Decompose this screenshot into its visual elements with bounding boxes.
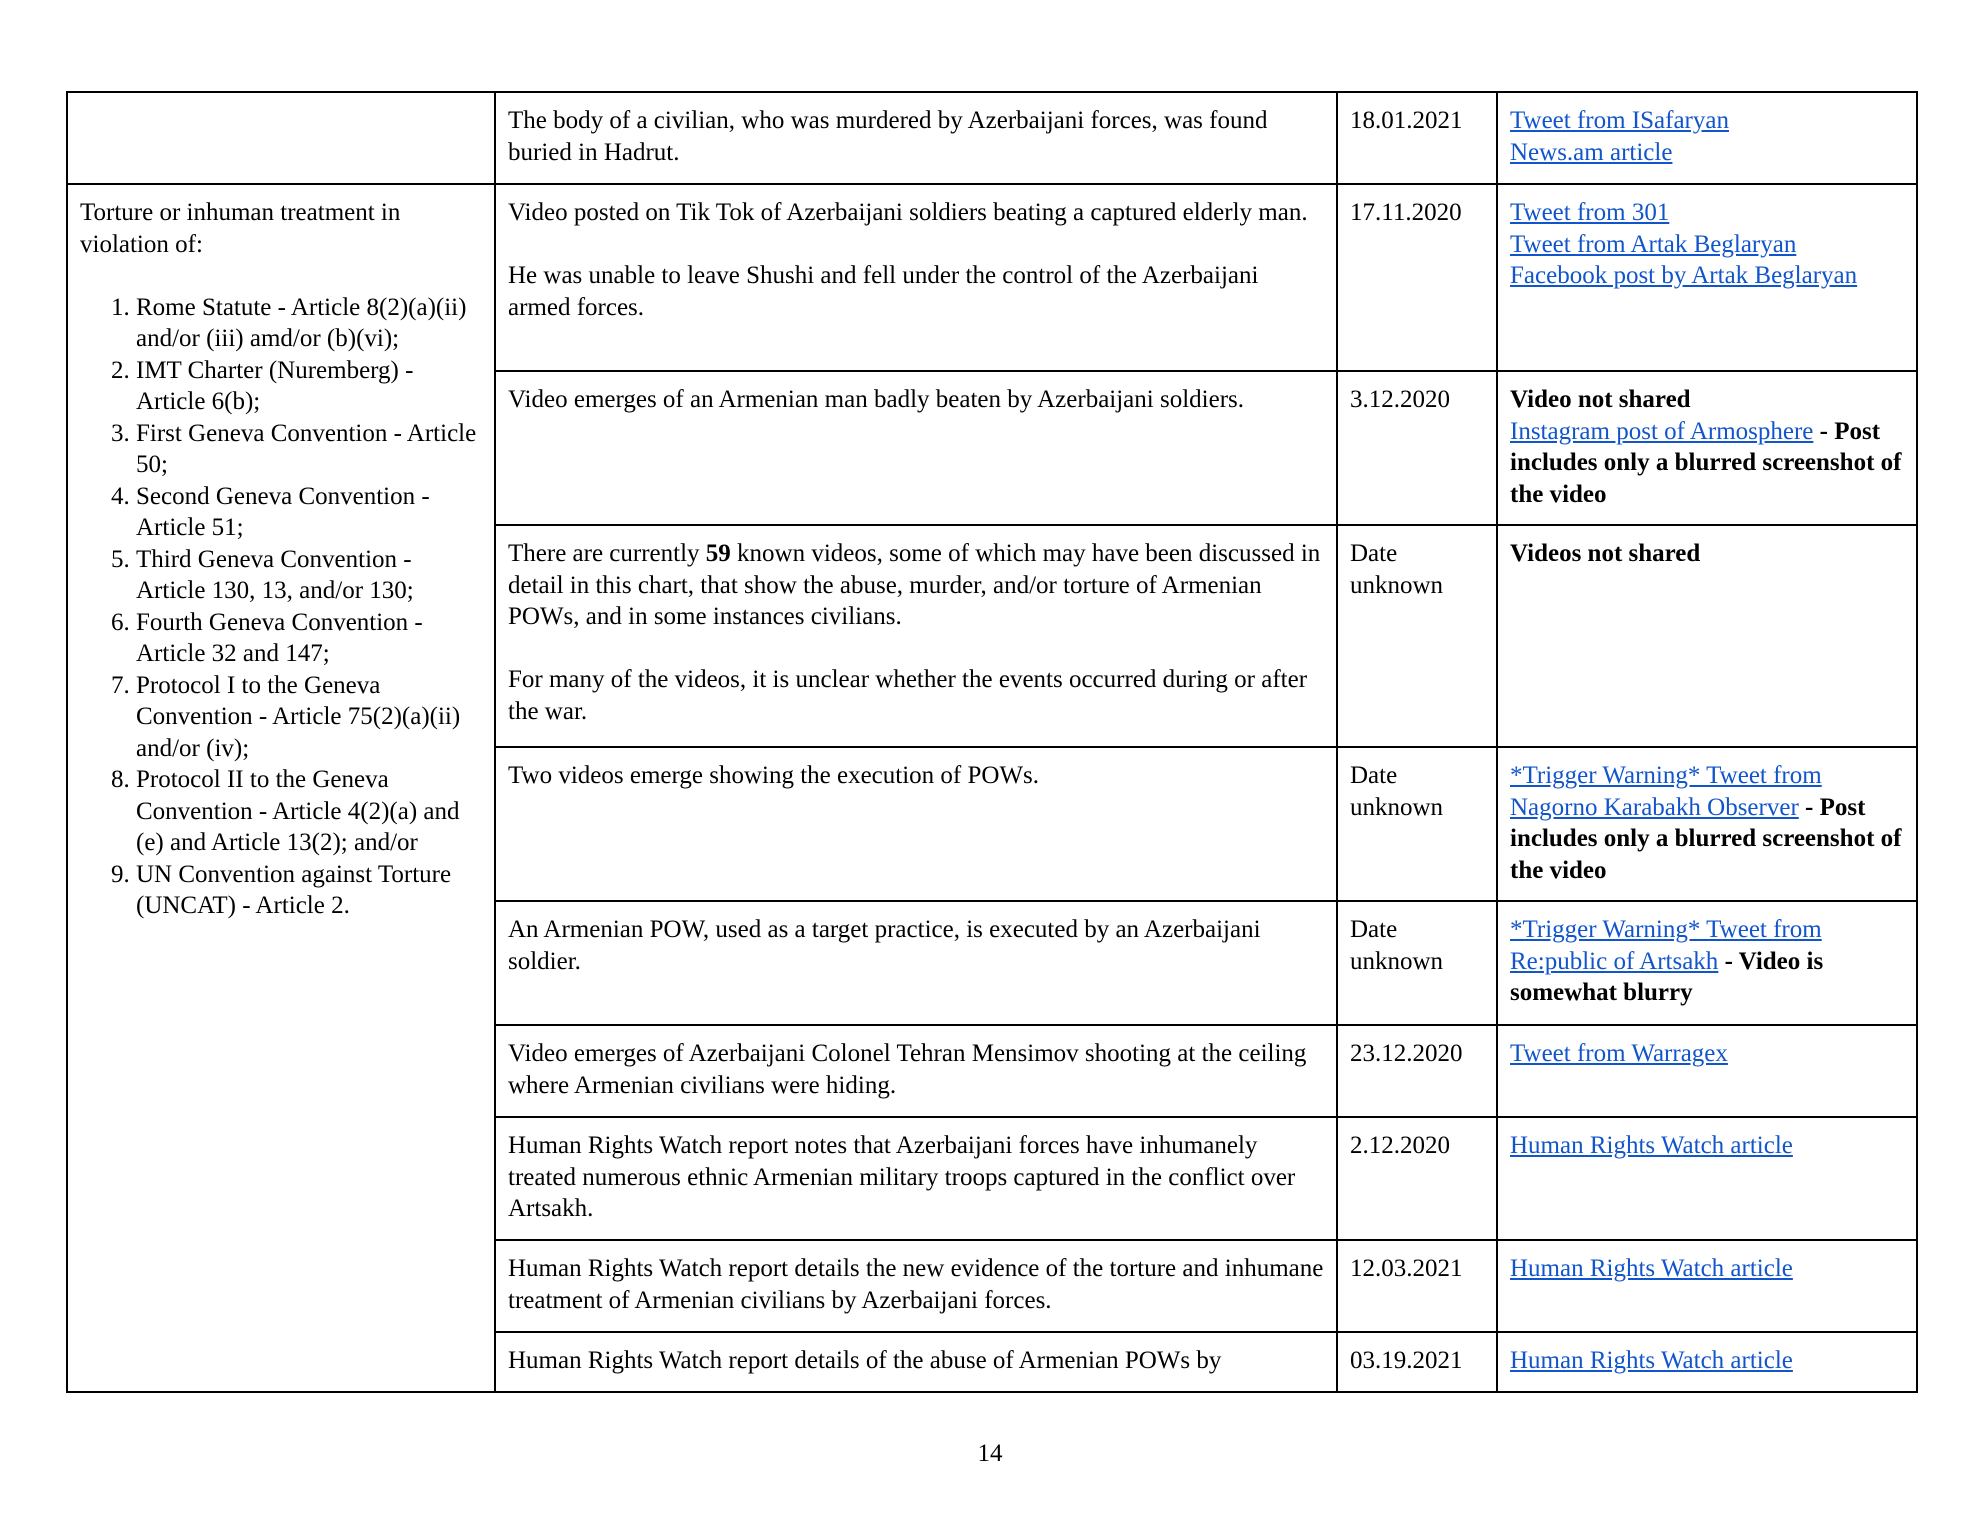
description-cell xyxy=(495,1332,1337,1392)
source-link[interactable]: Tweet from Artak Beglaryan xyxy=(1510,230,1797,258)
source-note: Video not shared xyxy=(1510,386,1691,413)
description-text: Two videos emerge showing the execution of POWs. xyxy=(508,762,1040,789)
description-text: He was unable to leave Shushi and fell under the control of the Azerbaijani armed forces. xyxy=(508,262,1259,321)
violation-item: 2. IMT Charter (Nuremberg) - Article 6(b); xyxy=(136,355,482,418)
date-cell: Date unknown xyxy=(1337,747,1497,901)
violation-item: 4. Second Geneva Convention - Article 51; xyxy=(136,481,482,544)
date-cell: 2.12.2020 xyxy=(1337,1117,1497,1240)
description-text: Video emerges of an Armenian man badly beaten by Azerbaijani soldiers. xyxy=(508,386,1244,413)
description-text: Human Rights Watch report notes that Azerbaijani forces have inhumanely treated numerous ethnic Armenian military troops captured in the conflict over Artsakh. xyxy=(508,1132,1296,1222)
description-cell xyxy=(495,184,1337,371)
source-link[interactable]: Tweet from 301 xyxy=(1510,199,1670,226)
violation-item: 5. Third Geneva Convention - Article 130, 13, and/or 130; xyxy=(136,544,482,607)
violations-list xyxy=(80,292,482,922)
category-cell-empty xyxy=(67,92,495,184)
sources-cell xyxy=(1497,525,1917,747)
table-row xyxy=(67,92,1917,184)
description-text: Video posted on Tik Tok of Azerbaijani soldiers beating a captured elderly man. xyxy=(508,199,1308,226)
page-number: 14 xyxy=(977,1440,1003,1467)
violation-item: 7. Protocol I to the Geneva Convention - Article 75(2)(a)(ii) and/or (iv); xyxy=(136,670,482,765)
sources-cell xyxy=(1497,901,1917,1025)
sources-cell xyxy=(1497,1025,1917,1117)
violation-item: 3. First Geneva Convention - Article 50; xyxy=(136,418,482,481)
date-cell: Date unknown xyxy=(1337,901,1497,1025)
source-link[interactable]: Tweet from ISafaryan xyxy=(1510,107,1729,134)
category-cell xyxy=(67,184,495,1392)
description-text: There are currently 59 known videos, some of which may have been discussed in detail in this chart, that show the abuse, murder, and/or torture of Armenian POWs, and in some instances civilians. xyxy=(508,540,1321,630)
description-cell xyxy=(495,1240,1337,1332)
description-text: The body of a civilian, who was murdered by Azerbaijani forces, was found buried in Hadrut. xyxy=(508,107,1268,166)
source-link[interactable]: Facebook post by Artak Beglaryan xyxy=(1510,262,1858,289)
date-cell: 18.01.2021 xyxy=(1337,92,1497,184)
description-text: Video emerges of Azerbaijani Colonel Tehran Mensimov shooting at the ceiling where Armenian civilians were hiding. xyxy=(508,1040,1307,1099)
description-cell xyxy=(495,92,1337,184)
source-note: - Video is somewhat blurry xyxy=(1510,947,1824,1006)
sources-cell xyxy=(1497,1117,1917,1240)
violation-item: 9. UN Convention against Torture (UNCAT) - Article 2. xyxy=(136,859,482,922)
description-cell xyxy=(495,1117,1337,1240)
sources-cell xyxy=(1497,1240,1917,1332)
sources-cell xyxy=(1497,92,1917,184)
date-cell: 12.03.2021 xyxy=(1337,1240,1497,1332)
description-cell xyxy=(495,747,1337,901)
description-text: For many of the videos, it is unclear whether the events occurred during or after the war. xyxy=(508,666,1308,725)
date-cell: 23.12.2020 xyxy=(1337,1025,1497,1117)
video-count: 59 xyxy=(705,540,731,567)
description-cell xyxy=(495,371,1337,525)
description-cell xyxy=(495,901,1337,1025)
sources-cell xyxy=(1497,747,1917,901)
source-link[interactable]: Instagram post of Armosphere xyxy=(1510,417,1814,445)
date-cell: 03.19.2021 xyxy=(1337,1332,1497,1392)
source-link[interactable]: News.am article xyxy=(1510,138,1673,166)
violation-item: 8. Protocol II to the Geneva Convention - Article 4(2)(a) and (e) and Article 13(2); and/or xyxy=(136,764,482,859)
violation-item: 1. Rome Statute - Article 8(2)(a)(ii) and/or (iii) amd/or (b)(vi); xyxy=(136,292,482,355)
description-cell xyxy=(495,1025,1337,1117)
source-link[interactable]: *Trigger Warning* Tweet from Re:public of Artsakh xyxy=(1510,916,1822,975)
source-note: Videos not shared xyxy=(1510,540,1701,567)
date-cell: Date unknown xyxy=(1337,525,1497,747)
source-note: - Post includes only a blurred screenshot of the video xyxy=(1510,793,1902,884)
source-link[interactable]: Human Rights Watch article xyxy=(1510,1132,1793,1159)
description-text: An Armenian POW, used as a target practice, is executed by an Azerbaijani soldier. xyxy=(508,916,1261,975)
source-link[interactable]: *Trigger Warning* Tweet from Nagorno Karabakh Observer xyxy=(1510,762,1822,821)
sources-cell xyxy=(1497,1332,1917,1392)
sources-cell xyxy=(1497,184,1917,371)
description-text: Human Rights Watch report details of the abuse of Armenian POWs by xyxy=(508,1347,1222,1374)
source-note: - Post includes only a blurred screenshot of the video xyxy=(1510,417,1902,508)
category-intro: Torture or inhuman treatment in violation of: xyxy=(80,199,401,258)
description-cell xyxy=(495,525,1337,747)
source-link[interactable]: Human Rights Watch article xyxy=(1510,1255,1793,1282)
source-link[interactable]: Human Rights Watch article xyxy=(1510,1347,1793,1374)
sources-cell xyxy=(1497,371,1917,525)
violation-item: 6. Fourth Geneva Convention - Article 32 and 147; xyxy=(136,607,482,670)
evidence-table xyxy=(66,91,1918,1393)
description-text: Human Rights Watch report details the new evidence of the torture and inhumane treatment of Armenian civilians by Azerbaijani forces. xyxy=(508,1255,1324,1314)
source-link[interactable]: Tweet from Warragex xyxy=(1510,1040,1728,1067)
date-cell: 3.12.2020 xyxy=(1337,371,1497,525)
table-row xyxy=(67,184,1917,371)
date-cell: 17.11.2020 xyxy=(1337,184,1497,371)
